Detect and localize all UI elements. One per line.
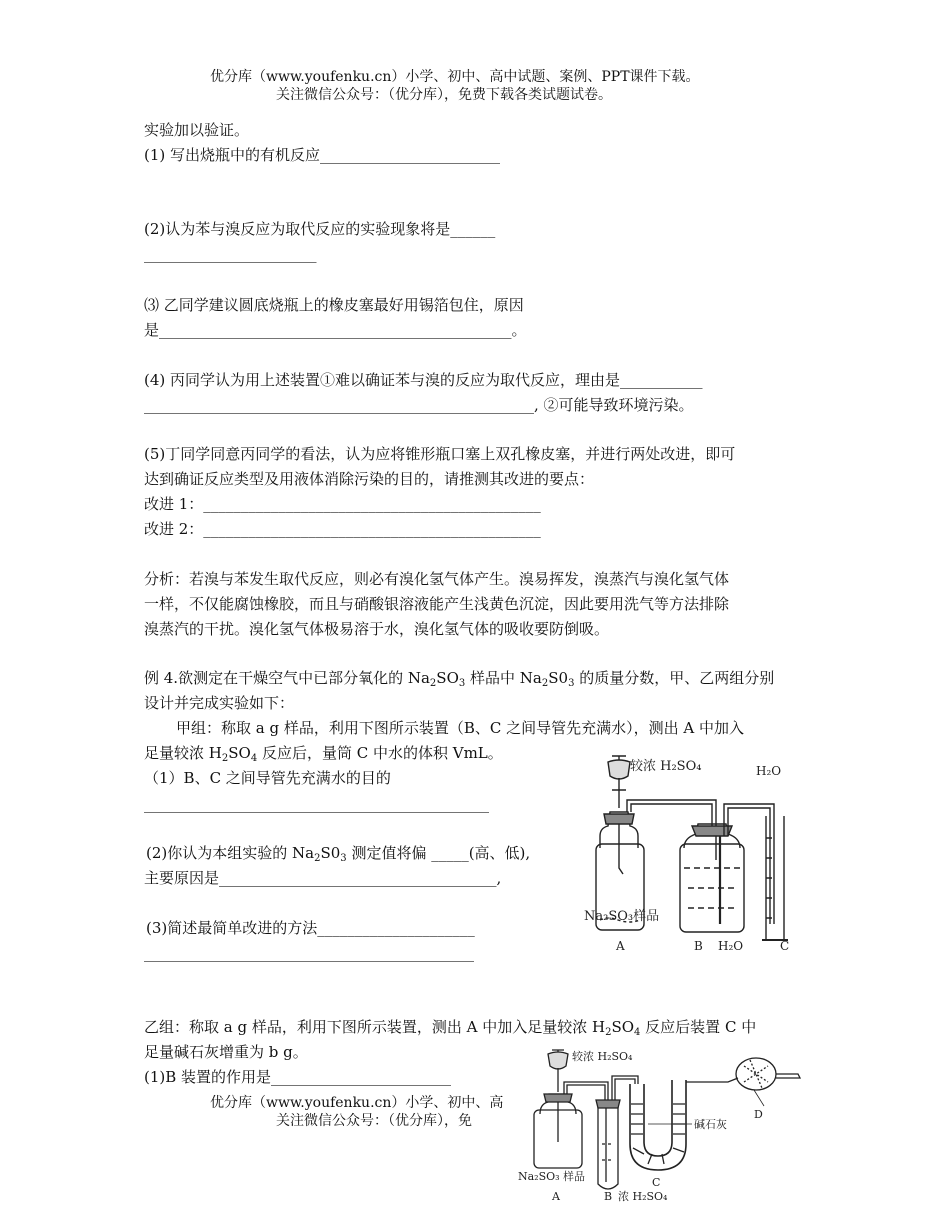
- fig2-sample-label: Na₂SO₃ 样品: [518, 1170, 586, 1183]
- separatory-funnel-icon: [608, 760, 630, 779]
- group-a-line-2: 足量较浓 $H_2SO_4$ 反应后，量筒 C 中水的体积 VmL。: [144, 744, 503, 764]
- fig2-acid-label: 较浓 H₂SO₄: [572, 1050, 633, 1063]
- group-a-question-3: (3)简述最简单改进的方法_____________________: [146, 919, 475, 937]
- question-3-blank: 是_______________________________________________。: [144, 321, 527, 339]
- funnel-b-icon: [548, 1052, 568, 1069]
- fig1-label-b: B: [694, 939, 703, 953]
- question-3: ⑶ 乙同学建议圆底烧瓶上的橡皮塞最好用锡箔包住，原因: [144, 296, 524, 314]
- group-a-line-1: 甲组：称取 a g 样品，利用下图所示装置（B、C 之间导管先充满水），测出 A 中加入: [176, 719, 744, 737]
- group-a-question-1-blank: ______________________________________________: [144, 795, 489, 813]
- fig1-water-label: H₂O: [756, 764, 782, 778]
- header-line-2: 关注微信公众号：（优分库），免费下载各类试题试卷。: [276, 87, 612, 103]
- example-4-line-2: 设计并完成实验如下：: [144, 694, 295, 712]
- group-b-line-1: 乙组：称取 a g 样品，利用下图所示装置，测出 A 中加入足量较浓 $H_2SO_4$ 反应后装置 C 中: [144, 1018, 757, 1038]
- group-b-line-2: 足量碱石灰增重为 b g。: [144, 1043, 308, 1061]
- apparatus-figure-group-a: [578, 748, 808, 960]
- group-a-question-2: (2)你认为本组实验的 $Na_2S0_3$ 测定值将偏 _____(高、低),: [146, 844, 531, 864]
- analysis-line-1: 分析：若溴与苯发生取代反应，则必有溴化氢气体产生。溴易挥发，溴蒸汽与溴化氢气体: [144, 570, 730, 588]
- example-4-line-1: 例 4.欲测定在干燥空气中已部分氧化的 $Na_2SO_3$ 样品中 $Na_2S0_3$ 的质量分数，甲、乙两组分别: [144, 669, 775, 689]
- fig2-label-c: C: [652, 1176, 661, 1189]
- question-4-blank: ____________________________________________________, ②可能导致环境污染。: [144, 396, 694, 414]
- fig2-label-a: A: [552, 1190, 560, 1203]
- stopper-b-icon: [692, 826, 732, 836]
- stopper-a-icon: [604, 814, 634, 824]
- group-a-question-2-reason: 主要原因是_____________________________________,: [144, 869, 502, 887]
- fig2-label-b: B: [604, 1190, 613, 1203]
- question-1: (1) 写出烧瓶中的有机反应________________________: [144, 146, 501, 164]
- group-a-question-1: （1）B、C 之间导管先充满水的目的: [144, 769, 391, 787]
- apparatus-figure-group-b: [518, 1044, 808, 1204]
- footer-line-1: 优分库（www.youfenku.cn）小学、初中、高: [210, 1095, 504, 1111]
- question-5-line-1: (5)丁同学同意丙同学的看法，认为应将锥形瓶口塞上双孔橡皮塞，并进行两处改进，即可: [144, 445, 736, 463]
- fig1-label-c: C: [780, 939, 790, 953]
- group-b-question-1: (1)B 装置的作用是________________________: [144, 1068, 452, 1086]
- question-5-line-2: 达到确证反应类型及用液体消除污染的目的，请推测其改进的要点：: [144, 470, 595, 488]
- fig2-soda-lime-label: 碱石灰: [694, 1118, 727, 1131]
- question-2-blank: _______________________: [144, 245, 317, 263]
- analysis-line-3: 溴蒸汽的干扰。溴化氢气体极易溶于水，溴化氢气体的吸收要防倒吸。: [144, 620, 610, 638]
- question-4: (4) 丙同学认为用上述装置①难以确证苯与溴的反应为取代反应，理由是___________: [144, 371, 703, 389]
- fig2-label-b-acid: 浓 H₂SO₄: [618, 1190, 668, 1203]
- fig1-sample-label: Na₂SO₃样品: [584, 909, 660, 924]
- improvement-2: 改进 2：_____________________________________________: [144, 520, 541, 538]
- footer-line-2: 关注微信公众号：（优分库），免: [276, 1113, 472, 1129]
- fig1-acid-label: 较浓 H₂SO₄: [630, 759, 702, 774]
- intro-line: 实验加以验证。: [144, 121, 250, 139]
- analysis-line-2: 一样，不仅能腐蚀橡胶，而且与硝酸银溶液能产生浅黄色沉淀，因此要用洗气等方法排除: [144, 595, 730, 613]
- question-2: (2)认为苯与溴反应为取代反应的实验现象将是______: [144, 220, 496, 238]
- fig2-label-d: D: [754, 1108, 763, 1121]
- fig1-label-a: A: [616, 939, 625, 953]
- header-line-1: 优分库（www.youfenku.cn）小学、初中、高中试题、案例、PPT课件下载。: [210, 69, 700, 85]
- fig1-label-b-water: H₂O: [718, 939, 744, 953]
- group-a-question-3-blank: ____________________________________________: [144, 944, 474, 962]
- improvement-1: 改进 1：_____________________________________________: [144, 495, 541, 513]
